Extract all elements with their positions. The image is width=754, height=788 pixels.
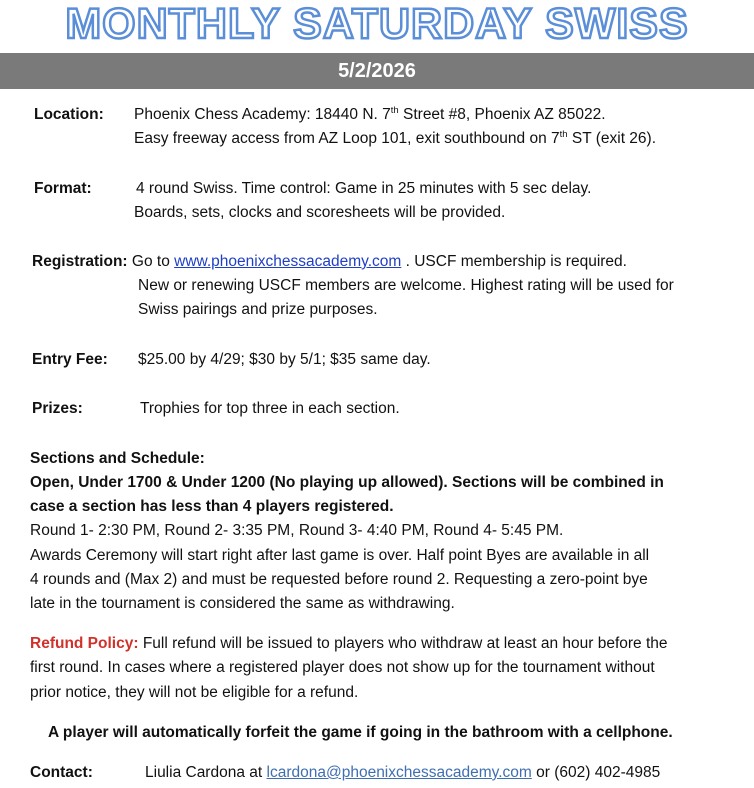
location-label: Location:	[34, 106, 104, 123]
format-label: Format:	[34, 180, 92, 197]
location-line-2: Easy freeway access from AZ Loop 101, exit southbound on 7th ST (exit 26).	[134, 129, 657, 147]
registration-line-1: Registration: Go to www.phoenixchessacademy.com . USCF membership is required.	[32, 253, 627, 270]
refund-line-2: first round. In cases where a registered player does not show up for the tournament without	[30, 659, 655, 676]
format-line-2: Boards, sets, clocks and scoresheets will be provided.	[134, 204, 506, 221]
registration-line-2: New or renewing USCF members are welcome. Highest rating will be used for	[138, 277, 674, 294]
refund-line-3: prior notice, they will not be eligible for a refund.	[30, 684, 359, 701]
format-line-1: 4 round Swiss. Time control: Game in 25 minutes with 5 sec delay.	[136, 180, 592, 197]
sections-bold-line-1: Open, Under 1700 & Under 1200 (No playing up allowed). Sections will be combined in	[30, 474, 664, 491]
registration-label: Registration:	[32, 253, 128, 270]
round-schedule: Round 1- 2:30 PM, Round 2- 3:35 PM, Round 3- 4:40 PM, Round 4- 5:45 PM.	[30, 522, 564, 539]
contact-info: Liulia Cardona at lcardona@phoenixchessacademy.com or (602) 402-4985	[145, 764, 661, 781]
registration-line-3: Swiss pairings and prize purposes.	[138, 301, 378, 318]
contact-email-link[interactable]: lcardona@phoenixchessacademy.com	[266, 764, 532, 781]
sections-heading: Sections and Schedule:	[30, 450, 205, 467]
academy-website-link[interactable]: www.phoenixchessacademy.com	[174, 253, 402, 270]
prizes-label: Prizes:	[32, 400, 83, 417]
refund-policy-label: Refund Policy:	[30, 635, 139, 652]
cellphone-notice: A player will automatically forfeit the game if going in the bathroom with a cellphone.	[48, 724, 673, 741]
date-banner: 5/2/2026	[0, 53, 754, 89]
entry-fee-text: $25.00 by 4/29; $30 by 5/1; $35 same day.	[138, 351, 431, 368]
awards-line-1: Awards Ceremony will start right after last game is over. Half point Byes are available in all	[30, 547, 650, 564]
location-line-1: Phoenix Chess Academy: 18440 N. 7th Street #8, Phoenix AZ 85022.	[134, 105, 606, 123]
awards-line-3: late in the tournament is considered the same as withdrawing.	[30, 595, 455, 612]
contact-label: Contact:	[30, 764, 93, 781]
entry-fee-label: Entry Fee:	[32, 351, 108, 368]
awards-line-2: 4 rounds and (Max 2) and must be requested before round 2. Requesting a zero-point bye	[30, 571, 648, 588]
sections-bold-line-2: case a section has less than 4 players registered.	[30, 498, 394, 515]
page-title: MONTHLY SATURDAY SWISS	[65, 0, 689, 48]
prizes-text: Trophies for top three in each section.	[140, 400, 400, 417]
refund-line-1: Refund Policy: Full refund will be issued to players who withdraw at least an hour before the	[30, 635, 668, 652]
